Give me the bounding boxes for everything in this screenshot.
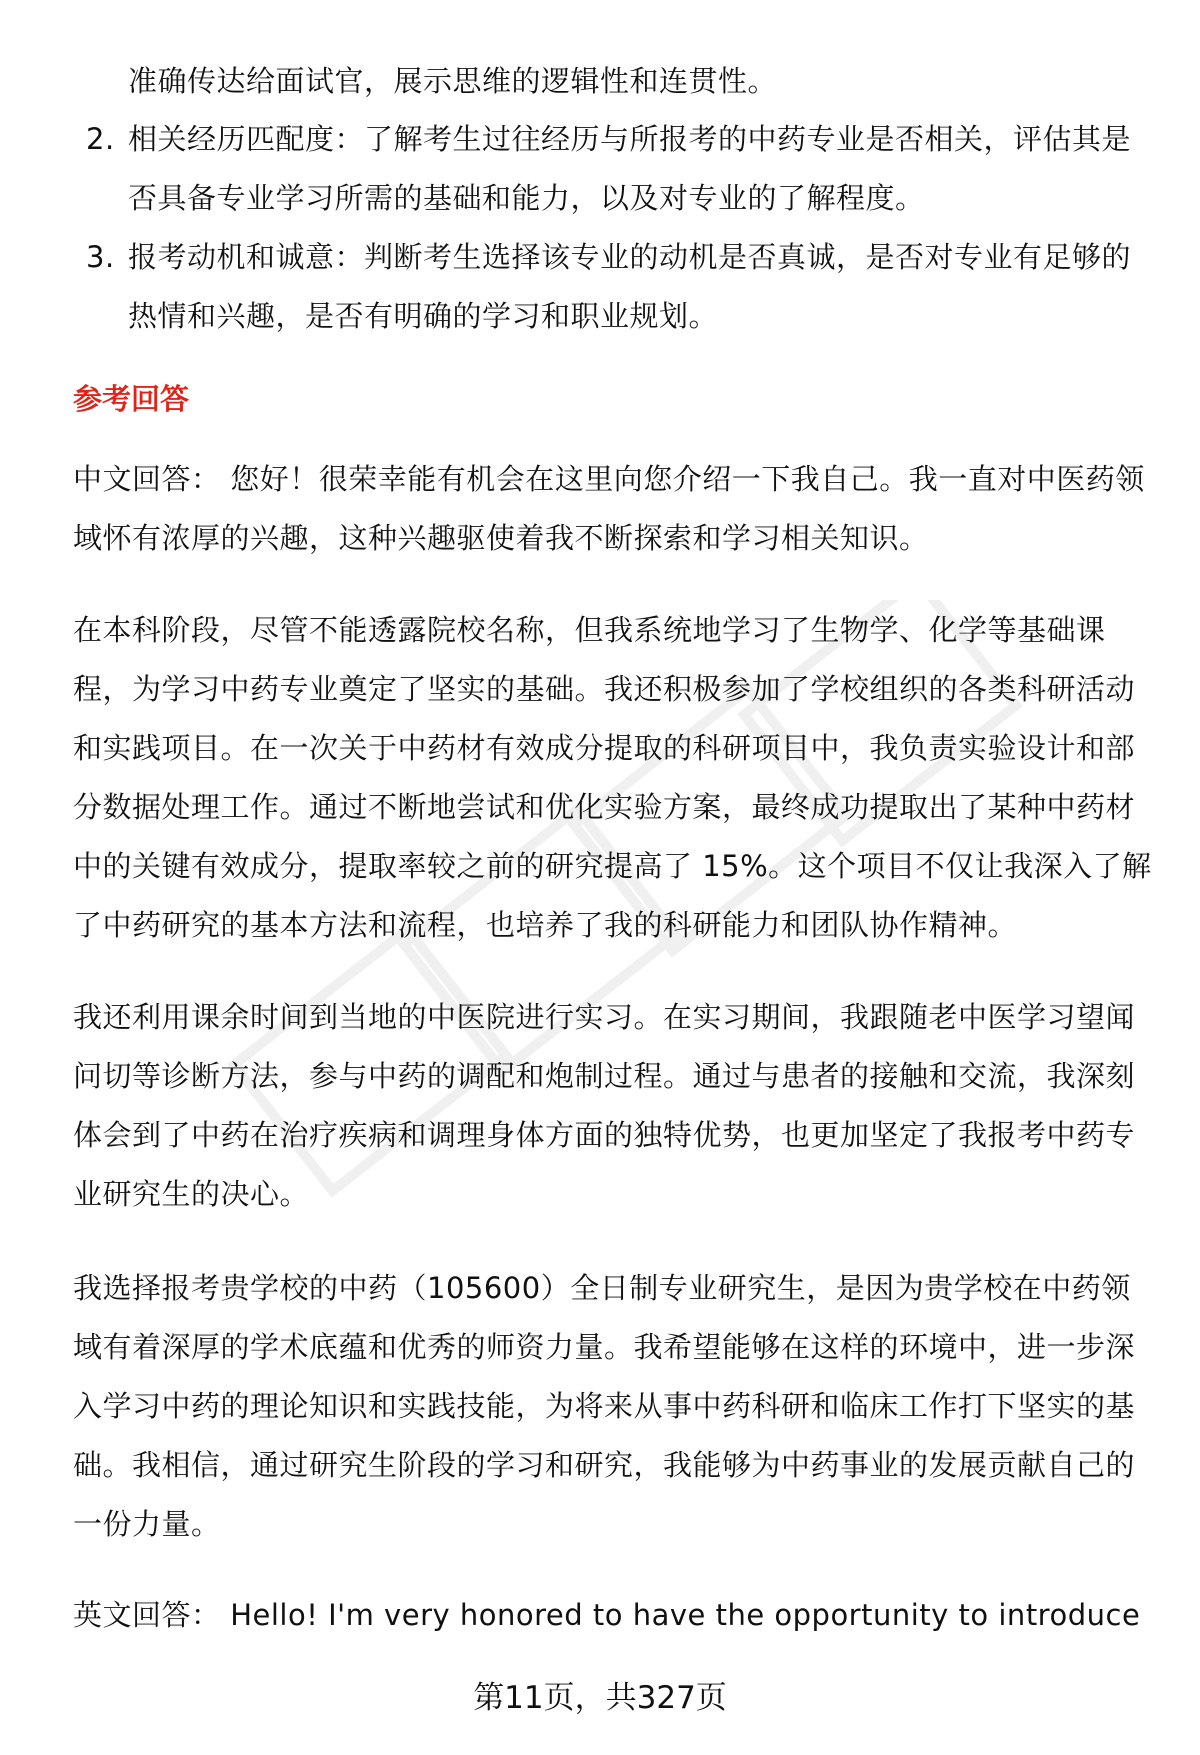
paragraph-undergrad: 在本科阶段，尽管不能透露院校名称，但我系统地学习了生物学、化学等基础课程，为学习中药专业奠定了坚实的基础。我还积极参加了学校组织的各类科研活动和实践项目。在一次关于中药材有效成分提取的科研项目中，我负责实验设计和部分数据处理工作。通过不断地尝试和优化实验方案，最终成功提取出了某种中药材中的关键有效成分，提取率较之前的研究提高了 15%。这个项目不仅让我深入了解了中药研究的基本方法和流程，也培养了我的科研能力和团队协作精神。 xyxy=(73,613,1152,942)
paragraph-motivation: 我选择报考贵学校的中药（105600）全日制专业研究生，是因为贵学校在中药领域有着深厚的学术底蕴和优秀的师资力量。我希望能够在这样的环境中，进一步深入学习中药的理论知识和实践技能，为将来从事中药科研和临床工作打下坚实的基础。我相信，通过研究生阶段的学习和研究，我能够为中药事业的发展贡献自己的一份力量。 xyxy=(73,1271,1136,1541)
continuation-text: 准确传达给面试官，展示思维的逻辑性和连贯性。 xyxy=(128,64,778,98)
list-text: 报考动机和诚意：判断考生选择该专业的动机是否真诚，是否对专业有足够的热情和兴趣，是否有明确的学习和职业规划。 xyxy=(128,240,1132,333)
paragraph-english: 英文回答： Hello! I'm very honored to have the opportunity to introduce xyxy=(73,1598,1141,1632)
list-item xyxy=(0,110,1200,228)
paragraph-internship: 我还利用课余时间到当地的中医院进行实习。在实习期间，我跟随老中医学习望闻问切等诊断方法，参与中药的调配和炮制过程。通过与患者的接触和交流，我深刻体会到了中药在治疗疾病和调理身体方面的独特优势，也更加坚定了我报考中药专业研究生的决心。 xyxy=(73,1000,1136,1211)
page-footer: 第11页，共327页 xyxy=(473,1680,727,1716)
list-number: 2. xyxy=(86,122,115,156)
paragraph-intro: 中文回答： 您好！很荣幸能有机会在这里向您介绍一下我自己。我一直对中医药领域怀有浓厚的兴趣，这种兴趣驱使着我不断探索和学习相关知识。 xyxy=(73,462,1145,555)
list-item xyxy=(0,228,1200,346)
criteria-list xyxy=(0,110,1200,346)
list-text: 相关经历匹配度：了解考生过往经历与所报考的中药专业是否相关，评估其是否具备专业学习所需的基础和能力，以及对专业的了解程度。 xyxy=(128,122,1132,215)
list-number: 3. xyxy=(86,240,115,274)
section-heading: 参考回答 xyxy=(73,382,190,416)
